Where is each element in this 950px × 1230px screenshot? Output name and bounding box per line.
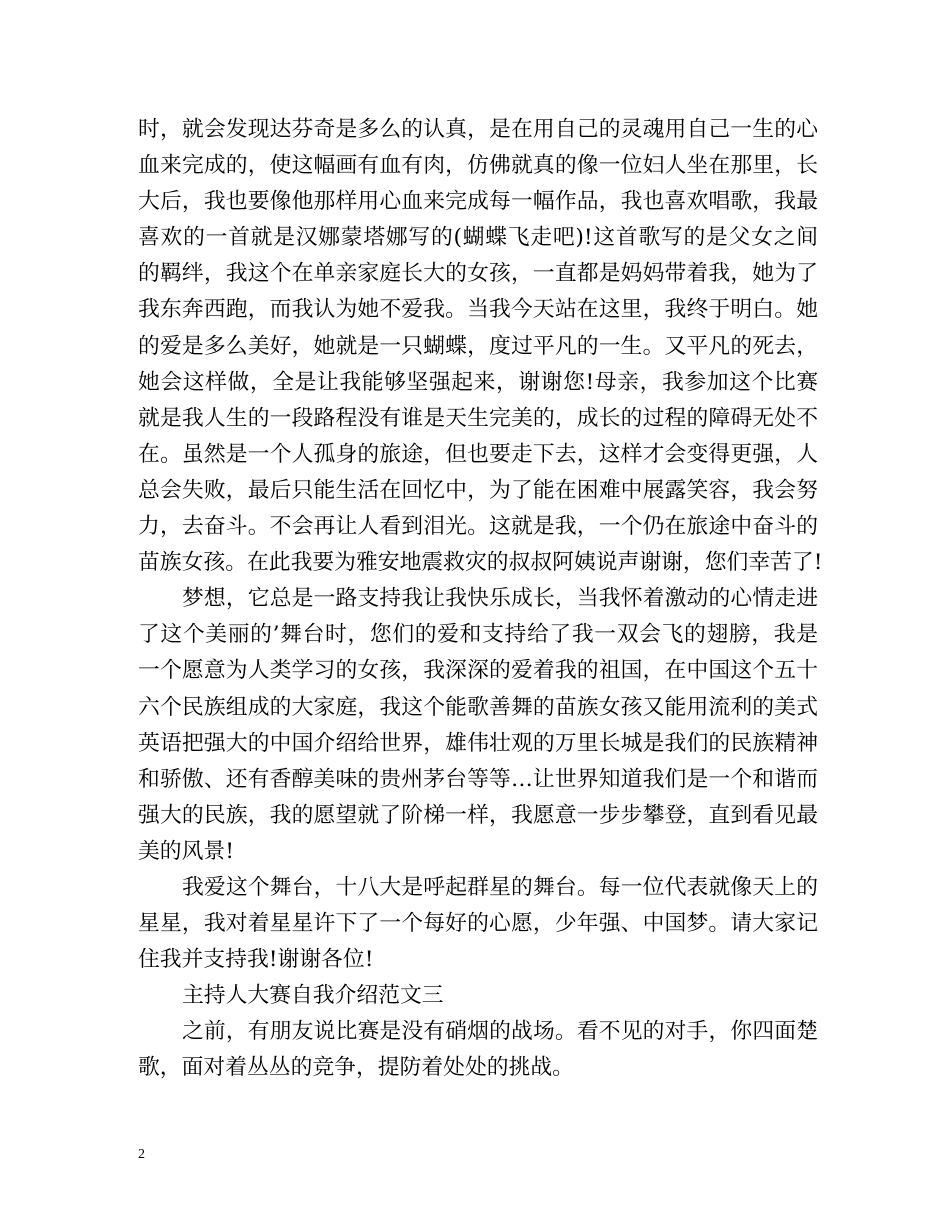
- text-line: 星星，我对着星星许下了一个每好的心愿，少年强、中国梦。请大家记: [138, 911, 818, 937]
- text-line: 总会失败，最后只能生活在回忆中，为了能在困难中展露笑容，我会努: [138, 477, 818, 503]
- text-line: 一个愿意为人类学习的女孩，我深深的爱着我的祖国，在中国这个五十: [138, 658, 818, 684]
- text-line: 时，就会发现达芬奇是多么的认真，是在用自己的灵魂用自己一生的心: [138, 117, 818, 142]
- text-line: 我爱这个舞台，十八大是呼起群星的舞台。每一位代表就像天上的: [182, 874, 818, 900]
- text-line: 之前，有朋友说比赛是没有硝烟的战场。看不见的对手，你四面楚: [182, 1019, 818, 1045]
- text-line: 主持人大赛自我介绍范文三: [182, 983, 444, 1009]
- text-line: 的爱是多么美好，她就是一只蝴蝶，度过平凡的一生。又平凡的死去，: [138, 333, 818, 359]
- text-line: 英语把强大的中国介绍给世界，雄伟壮观的万里长城是我们的民族精神: [138, 730, 818, 756]
- text-line: 在。虽然是一个人孤身的旅途，但也要走下去，这样才会变得更强，人: [138, 441, 818, 467]
- text-line: 就是我人生的一段路程没有谁是天生完美的，成长的过程的障碍无处不: [138, 405, 818, 431]
- text-line: 喜欢的一首就是汉娜蒙塔娜写的(蝴蝶飞走吧)!这首歌写的是父女之间: [138, 225, 818, 251]
- text-line: 六个民族组成的大家庭，我这个能歌善舞的苗族女孩又能用流利的美式: [138, 694, 818, 720]
- text-line: 我东奔西跑，而我认为她不爱我。当我今天站在这里，我终于明白。她: [138, 297, 818, 323]
- text-line: 强大的民族，我的愿望就了阶梯一样，我愿意一步步攀登，直到看见最: [138, 802, 818, 828]
- text-line: 美的风景!: [138, 838, 234, 864]
- page-number: 2: [138, 1147, 145, 1162]
- text-line: 的羁绊，我这个在单亲家庭长大的女孩，一直都是妈妈带着我，她为了: [138, 261, 818, 287]
- text-line: 她会这样做，全是让我能够坚强起来，谢谢您!母亲，我参加这个比赛: [138, 369, 818, 395]
- text-line: 和骄傲、还有香醇美味的贵州茅台等等…让世界知道我们是一个和谐而: [138, 766, 818, 792]
- text-line: 住我并支持我!谢谢各位!: [138, 947, 374, 973]
- text-line: 梦想，它总是一路支持我让我快乐成长，当我怀着激动的心情走进: [182, 586, 818, 612]
- text-line: 大后，我也要像他那样用心血来完成每一幅作品，我也喜欢唱歌，我最: [138, 189, 818, 215]
- body-text: [138, 112, 823, 1087]
- text-line: 力，去奋斗。不会再让人看到泪光。这就是我，一个仍在旅途中奋斗的: [138, 514, 818, 540]
- text-line: 苗族女孩。在此我要为雅安地震救灾的叔叔阿姨说声谢谢，您们幸苦了!: [138, 550, 823, 576]
- text-line: 歌，面对着丛丛的竞争，提防着处处的挑战。: [138, 1055, 574, 1081]
- text-line: 了这个美丽的’舞台时，您们的爱和支持给了我一双会飞的翅膀，我是: [138, 622, 818, 648]
- text-line: 血来完成的，使这幅画有血有肉，仿佛就真的像一位妇人坐在那里，长: [138, 153, 818, 179]
